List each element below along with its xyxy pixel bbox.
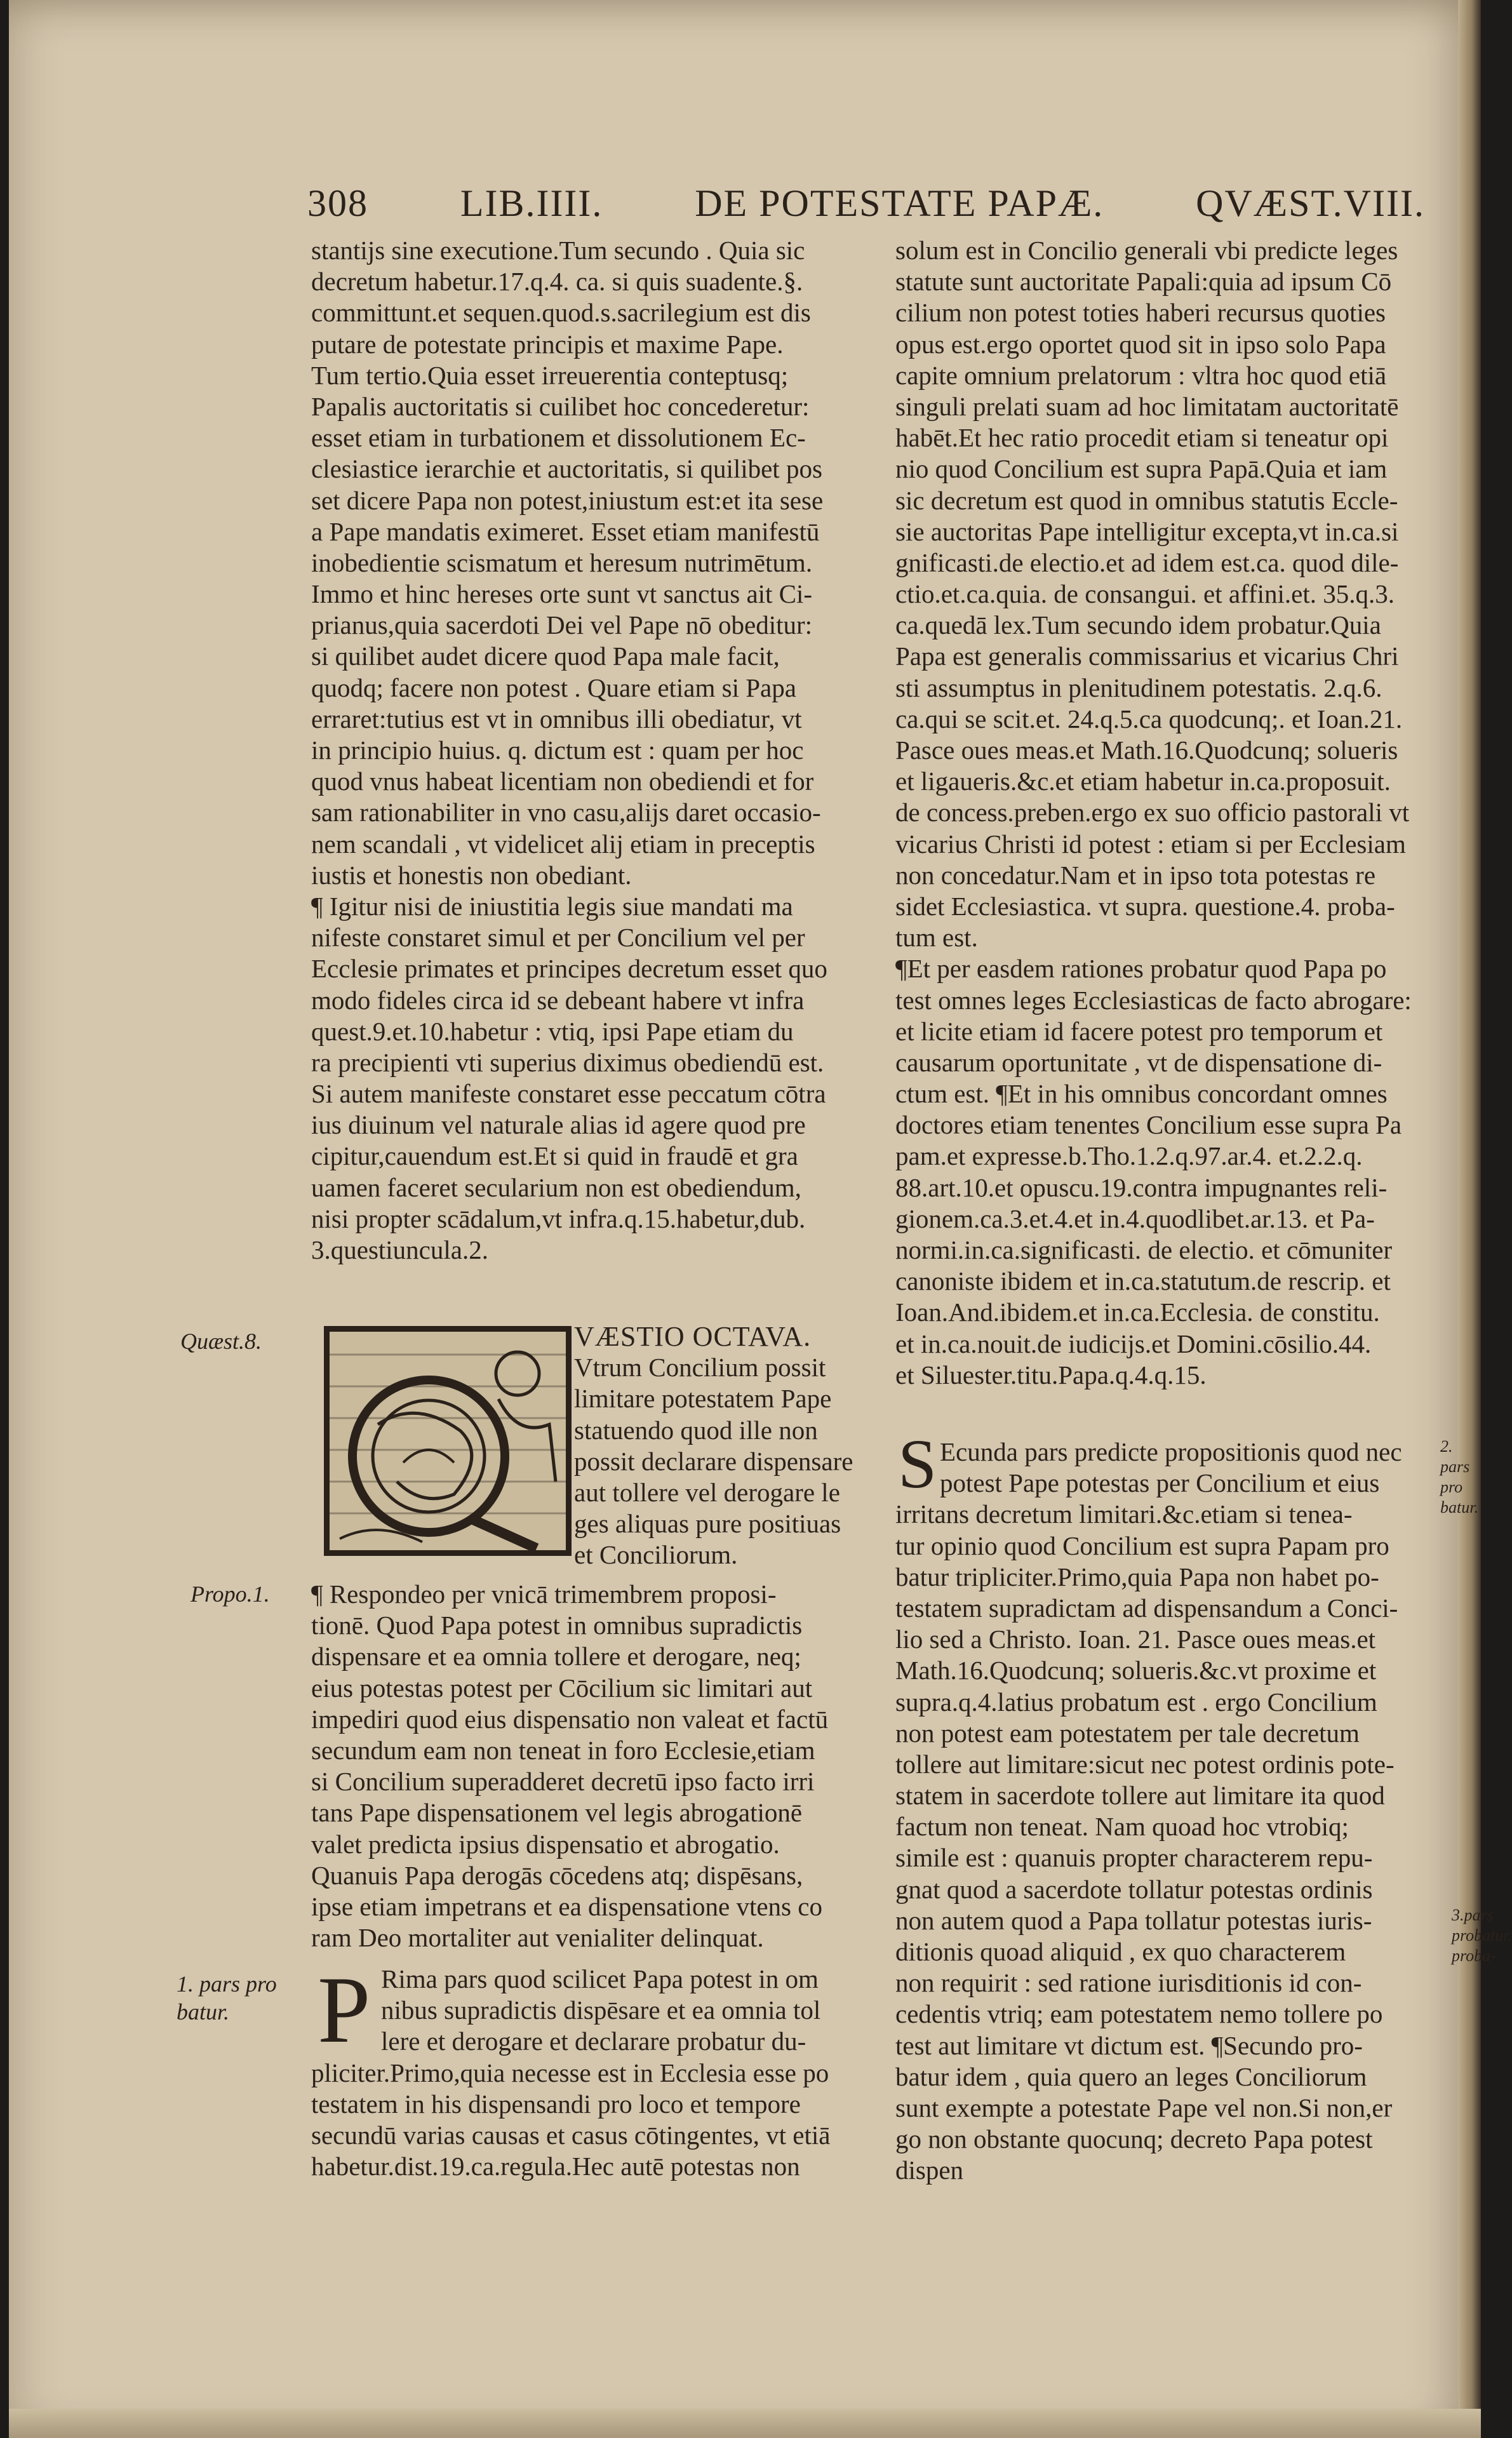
text-line: non concedatur.Nam et in ipso tota potestas re [895,860,1376,890]
text-line: cilium non potest toties haberi recursus quoties [895,298,1386,328]
left-column-prima-pars [311,1957,864,2182]
text-line: ¶ Igitur nisi de iniustitia legis siue mandati ma [311,891,793,921]
text-line: ram Deo mortaliter aut venialiter delinquat. [311,1923,764,1953]
text-line: cedentis vtriq; eam potestatem nemo tollere po [895,1999,1383,2029]
text-line: a Pape mandatis eximeret. Esset etiam manifestū [311,516,820,546]
text-line: et licite etiam id facere potest pro temporum et [895,1016,1383,1046]
text-line: VÆSTIO OCTAVA. [574,1321,812,1352]
text-line: Immo et hinc hereses orte sunt vt sanctus ait Ci- [311,579,813,609]
text-line: limitare potestatem Pape [574,1384,832,1414]
text-line: non potest eam potestatem per tale decretum [895,1718,1360,1748]
text-line: in principio huius. q. dictum est : quam per hoc [311,735,804,765]
text-line: ditionis quoad aliquid , ex quo characterem [895,1937,1346,1966]
text-line: 3.questiuncula.2. [311,1235,488,1264]
woodcut-illustration [327,1329,568,1553]
text-line: causarum oportunitate , vt de dispensatione di- [895,1047,1382,1077]
quaestio-octava-heading [574,1321,866,1571]
text-line: vicarius Christi id potest : etiam si per Ecclesiam [895,829,1406,859]
text-line: gnat quod a sacerdote tollatur potestas ordinis [895,1874,1373,1904]
running-header [307,182,1425,239]
text-line: cipitur,cauendum est.Et si quid in fraudē et gra [311,1141,798,1171]
text-line: ctum est. ¶Et in his omnibus concordant omnes [895,1079,1388,1109]
text-line: aut tollere vel derogare le [574,1477,840,1507]
text-line: nibus supradictis dispēsare et ea omnia tol [381,1995,821,2025]
text-line: quod vnus habeat licentiam non obediendi et for [311,767,814,796]
text-line: ipse etiam impetrans et ea dispensatione vtens co [311,1891,822,1921]
margin-note-prima-pars [177,1970,277,2026]
text-line: testatem supradictam ad dispensandum a Conci- [895,1593,1398,1623]
text-line: et in.ca.nouit.de iudicijs.et Domini.cōsilio.44. [895,1329,1372,1358]
text-line: habēt.Et hec ratio procedit etiam si teneatur opi [895,423,1389,453]
text-line: Ecclesie primates et principes decretum esset quo [311,954,827,984]
text-line: nio quod Concilium est supra Papā.Quia et iam [895,454,1388,484]
text-line: test omnes leges Ecclesiasticas de facto abrogare: [895,985,1412,1015]
text-line: ca.qui se scit.et. 24.q.5.ca quodcunq;. et Ioan.21. [895,704,1403,733]
margin-note-secunda-line1: 2. pars pro [1440,1437,1470,1496]
text-line: statuendo quod ille non [574,1415,818,1445]
text-line: possit declarare dispensare [574,1446,853,1476]
text-line: tionē. Quod Papa potest in omnibus supradictis [311,1611,803,1640]
text-line: et Siluester.titu.Papa.q.4.q.15. [895,1360,1207,1390]
text-line: ges aliquas pure positiuas [574,1509,841,1539]
text-line: sam rationabiliter in vno casu,alijs daret occasio- [311,798,821,827]
margin-note-quaest: Quæst.8. [180,1329,262,1354]
text-line: 88.art.10.et opuscu.19.contra impugnantes reli- [895,1172,1388,1202]
text-line: pliciter.Primo,quia necesse est in Ecclesia esse po [311,2058,829,2087]
text-line: testatem in his dispensandi pro loco et tempore [311,2089,801,2119]
running-title: DE POTESTATE PAPÆ. [695,182,1104,224]
page-number: 308 [307,182,368,224]
text-line: dispen [895,2155,964,2185]
text-line: esset etiam in turbationem et dissolutionem Ec- [311,423,806,453]
text-line: batur idem , quia quero an leges Conciliorum [895,2061,1367,2091]
text-line: secundum eam non teneat in foro Ecclesie,etiam [311,1735,815,1765]
text-line: non autem quod a Papa tollatur potestas iuris- [895,1905,1372,1935]
text-line: factum non teneat. Nam quoad hoc vtrobiq; [895,1812,1349,1842]
text-line: modo fideles circa id se debeant habere vt infra [311,985,805,1015]
margin-note-secunda-pars [1440,1437,1481,1518]
text-line: et Conciliorum. [574,1540,738,1570]
text-line: sic decretum est quod in omnibus statutis Eccle- [895,485,1398,515]
text-line: sti assumptus in plenitudinem potestatis. 2.q.6. [895,673,1382,702]
text-line: impediri quod eius dispensatio non valeat et factū [311,1704,829,1734]
text-line: lio sed a Christo. Ioan. 21. Pasce oues meas.et [895,1624,1376,1654]
margin-note-right-edge-2: probatur. [1452,1926,1512,1945]
margin-note-prima-line1: 1. pars pro [177,1971,277,1997]
text-line: nisi propter scādalum,vt infra.q.15.habetur,dub. [311,1203,806,1233]
text-line: valet predicta ipsius dispensatio et abrogatio. [311,1829,780,1859]
text-line: dispensare et ea omnia tollere et derogare, neq; [311,1642,801,1671]
text-line: tans Pape dispensationem vel legis abrogationē [311,1798,803,1828]
text-line: clesiastice ierarchie et auctoritatis, si quilibet pos [311,454,822,484]
text-line: statem in sacerdote tollere aut limitare ita quod [895,1781,1385,1811]
text-line: potest Pape potestas per Concilium et eius [940,1468,1380,1498]
question-number: QVÆST.VIII. [1196,182,1425,224]
text-line: decretum habetur.17.q.4. ca. si quis suadente.§. [311,267,803,297]
text-line: opus est.ergo oportet quod sit in ipso solo Papa [895,329,1386,359]
text-line: pam.et expresse.b.Tho.1.2.q.97.ar.4. et.2.2.q. [895,1141,1363,1171]
right-column-secunda-pars [895,1437,1442,2187]
page-edge [1458,0,1481,2438]
text-line: gionem.ca.3.et.4.et in.4.quodlibet.ar.13. et Pa- [895,1203,1375,1233]
text-line: canoniste ibidem et in.ca.statutum.de rescrip. et [895,1266,1391,1296]
text-line: Vtrum Concilium possit [574,1353,826,1383]
text-line: eius potestas potest per Cōcilium sic limitari aut [311,1673,813,1703]
text-line: prianus,quia sacerdoti Dei vel Pape nō obeditur: [311,610,813,640]
text-line: stantijs sine executione.Tum secundo . Quia sic [311,236,805,265]
text-line: sidet Ecclesiastica. vt supra. questione.4. proba- [895,891,1395,921]
text-line: tur opinio quod Concilium est supra Papam pro [895,1530,1389,1560]
text-line: ius diuinum vel naturale alias id agere quod pre [311,1110,806,1140]
text-line: set dicere Papa non potest,iniustum est:et ita sese [311,485,824,515]
text-line: nem scandali , vt videlicet alij etiam in preceptis [311,829,815,859]
text-line: habetur.dist.19.ca.regula.Hec autē potestas non [311,2152,800,2181]
text-line: solum est in Concilio generali vbi predicte leges [895,236,1398,265]
text-line: supra.q.4.latius probatum est . ergo Concilium [895,1687,1377,1717]
text-line: ctio.et.ca.quia. de consangui. et affini.et. 35.q.3. [895,579,1395,609]
text-line: Pasce oues meas.et Math.16.Quodcunq; solueris [895,735,1398,765]
text-line: statute sunt auctoritate Papali:quia ad ipsum Cō [895,267,1392,297]
text-line: Math.16.Quodcunq; solueris.&c.vt proxime et [895,1656,1377,1685]
text-line: quodq; facere non potest . Quare etiam si Papa [311,673,796,702]
text-line: Papa est generalis commissarius et vicarius Chri [895,641,1399,671]
text-line: non requirit : sed ratione iurisditionis id con- [895,1968,1362,1998]
right-column-top [895,235,1442,1391]
text-line: batur tripliciter.Primo,quia Papa non habet po- [895,1562,1379,1591]
text-line: tollere aut limitare:sicut nec potest ordinis pote- [895,1749,1395,1779]
text-line: Si autem manifeste constaret esse peccatum cōtra [311,1079,826,1109]
page-bottom-edge [9,2409,1481,2438]
woodcut-initial-q [324,1326,572,1556]
text-line: sunt exempte a potestate Pape vel non.Si non,er [895,2093,1393,2122]
book-page [9,0,1512,2438]
text-line: capite omnium prelatorum : vltra hoc quod etiā [895,360,1387,390]
margin-note-right-edge [1452,1905,1512,1966]
text-line: gnificasti.de electio.et ad idem est.ca. quod dile- [895,547,1399,577]
text-line: nifeste constaret simul et per Concilium vel per [311,923,805,953]
text-line: test aut limitare vt dictum est. ¶Secundo pro- [895,2030,1363,2060]
text-line: singuli prelati suam ad hoc limitatam auctoritatē [895,391,1399,421]
left-column-top [311,235,864,1266]
text-line: Ioan.And.ibidem.et in.ca.Ecclesia. de constitu. [895,1297,1380,1327]
text-line: ra precipienti vti superius diximus obediendū est. [311,1047,824,1077]
text-line: si quilibet audet dicere quod Papa male facit, [311,641,780,671]
margin-note-secunda-line2: batur. [1440,1498,1478,1517]
text-line: ca.quedā lex.Tum secundo idem probatur.Quia [895,610,1381,640]
text-line: de concess.preben.ergo ex suo officio pastorali vt [895,798,1410,827]
text-line: ¶Et per easdem rationes probatur quod Papa po [895,954,1387,984]
text-line: ¶ Respondeo per vnicā trimembrem proposi- [311,1579,777,1609]
text-line: inobedientie scismatum et heresum nutrimētum. [311,547,813,577]
text-line: secundū varias causas et casus cōtingentes, vt etiā [311,2120,831,2150]
text-line: lere et derogare et declarare probatur du- [381,2026,806,2056]
text-line: erraret:tutius est vt in omnibus illi obediatur, vt [311,704,802,733]
drop-cap-p: P [318,1957,371,2063]
book-number: LIB.IIII. [460,182,603,224]
text-line: si Concilium superadderet decretū ipso facto irri [311,1767,815,1797]
margin-note-propo: Propo.1. [191,1581,270,1607]
text-line: Papalis auctoritatis si cuilibet hoc concederetur: [311,391,810,421]
text-line: Quanuis Papa derogās cōcedens atq; dispēsans, [311,1860,803,1890]
text-line: putare de potestate principis et maxime Pape. [311,329,784,359]
text-line: committunt.et sequen.quod.s.sacrilegium est dis [311,298,811,328]
text-line: Rima pars quod scilicet Papa potest in om [381,1964,819,1993]
text-line: quest.9.et.10.habetur : vtiq, ipsi Pape etiam du [311,1016,794,1046]
text-line: uamen faceret secularium non est obediendum, [311,1172,801,1202]
text-line: Ecunda pars predicte propositionis quod nec [940,1437,1402,1466]
margin-note-prima-line2: batur. [177,1999,230,2025]
text-line: go non obstante quocunq; decreto Papa potest [895,2124,1373,2154]
text-line: irritans decretum limitari.&c.etiam si tenea- [895,1499,1353,1529]
drop-cap-s: S [898,1425,937,1503]
text-line: iustis et honestis non obediant. [311,860,632,890]
margin-note-right-edge-1: 3.pars [1452,1906,1494,1924]
text-line: simile est : quanuis propter characterem repu- [895,1843,1373,1873]
text-line: sie auctoritas Pape intelligitur excepta,vt in.ca.si [895,516,1399,546]
text-line: doctores etiam tenentes Concilium esse supra Pa [895,1110,1402,1140]
left-column-respondeo [311,1579,864,1953]
text-line: tum est. [895,923,978,953]
text-line: Tum tertio.Quia esset irreuerentia conteptusq; [311,360,789,390]
text-line: et ligaueris.&c.et etiam habetur in.ca.proposuit. [895,767,1391,796]
text-line: normi.in.ca.significasti. de electio. et cōmuniter [895,1235,1393,1264]
margin-note-right-edge-3: proba- [1452,1946,1496,1965]
